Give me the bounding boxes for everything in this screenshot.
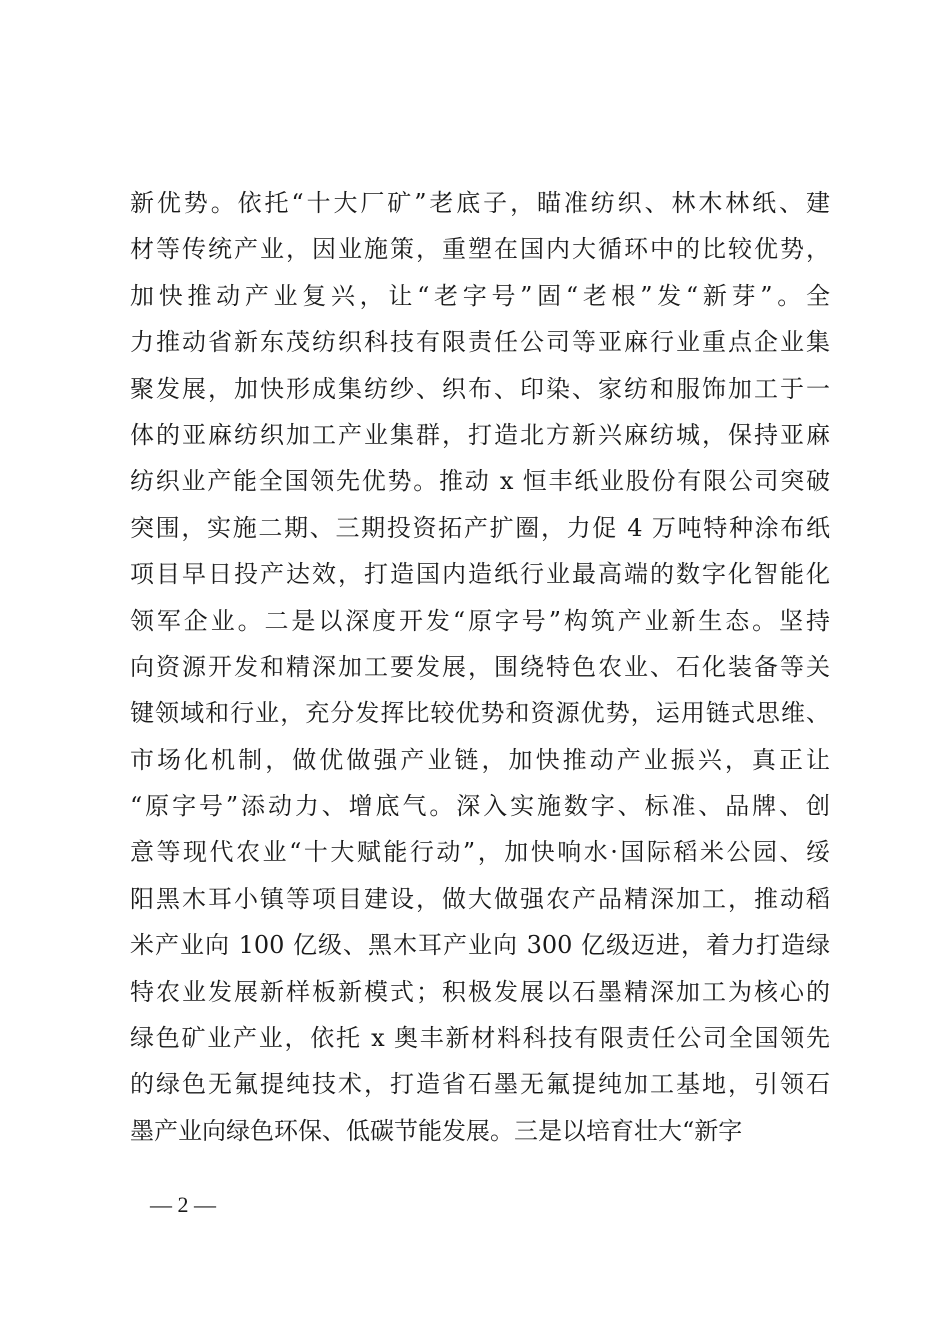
text-line: 米产业向 100 亿级、黑木耳产业向 300 亿级迈进，着力打造绿 [130,931,830,960]
text-line: 市场化机制，做优做强产业链，加快推动产业振兴，真正让 [130,745,830,774]
text-line: 项目早日投产达效，打造国内造纸行业最高端的数字化智能化 [130,560,830,589]
page-number: — 2 — [150,1192,216,1217]
text-line: 领军企业。二是以深度开发“原字号”构筑产业新生态。坚持 [130,606,830,635]
text-line: 加快推动产业复兴，让“老字号”固“老根”发“新芽”。全 [130,281,830,310]
text-line: 键领域和行业，充分发挥比较优势和资源优势，运用链式思维、 [130,699,830,728]
text-line: 的绿色无氟提纯技术，打造省石墨无氟提纯加工基地，引领石 [130,1070,830,1099]
text-line: 纺织业产能全国领先优势。推动 x 恒丰纸业股份有限公司突破 [130,467,830,496]
body-text [130,180,830,1154]
text-line: “原字号”添动力、增底气。深入实施数字、标准、品牌、创 [130,792,830,821]
text-line: 新优势。依托“十大厂矿”老底子，瞄准纺织、林木林纸、建 [130,189,830,217]
text-line: 墨产业向绿色环保、低碳节能发展。三是以培育壮大“新字 [130,1116,743,1145]
text-line: 特农业发展新样板新模式；积极发展以石墨精深加工为核心的 [130,977,830,1006]
text-line: 意等现代农业“十大赋能行动”，加快响水·国际稻米公园、绥 [130,838,830,867]
text-line: 阳黑木耳小镇等项目建设，做大做强农产品精深加工，推动稻 [130,884,830,913]
text-line: 聚发展，加快形成集纺纱、织布、印染、家纺和服饰加工于一 [130,374,830,403]
text-line: 材等传统产业，因业施策，重塑在国内大循环中的比较优势， [130,235,830,264]
text-line: 体的亚麻纺织加工产业集群，打造北方新兴麻纺城，保持亚麻 [130,420,830,449]
text-line: 向资源开发和精深加工要发展，围绕特色农业、石化装备等关 [130,652,830,681]
text-line: 突围，实施二期、三期投资拓产扩圈，力促 4 万吨特种涂布纸 [130,513,830,542]
text-line: 绿色矿业产业，依托 x 奥丰新材料科技有限责任公司全国领先 [130,1024,830,1053]
text-line: 力推动省新东茂纺织科技有限责任公司等亚麻行业重点企业集 [130,328,830,357]
